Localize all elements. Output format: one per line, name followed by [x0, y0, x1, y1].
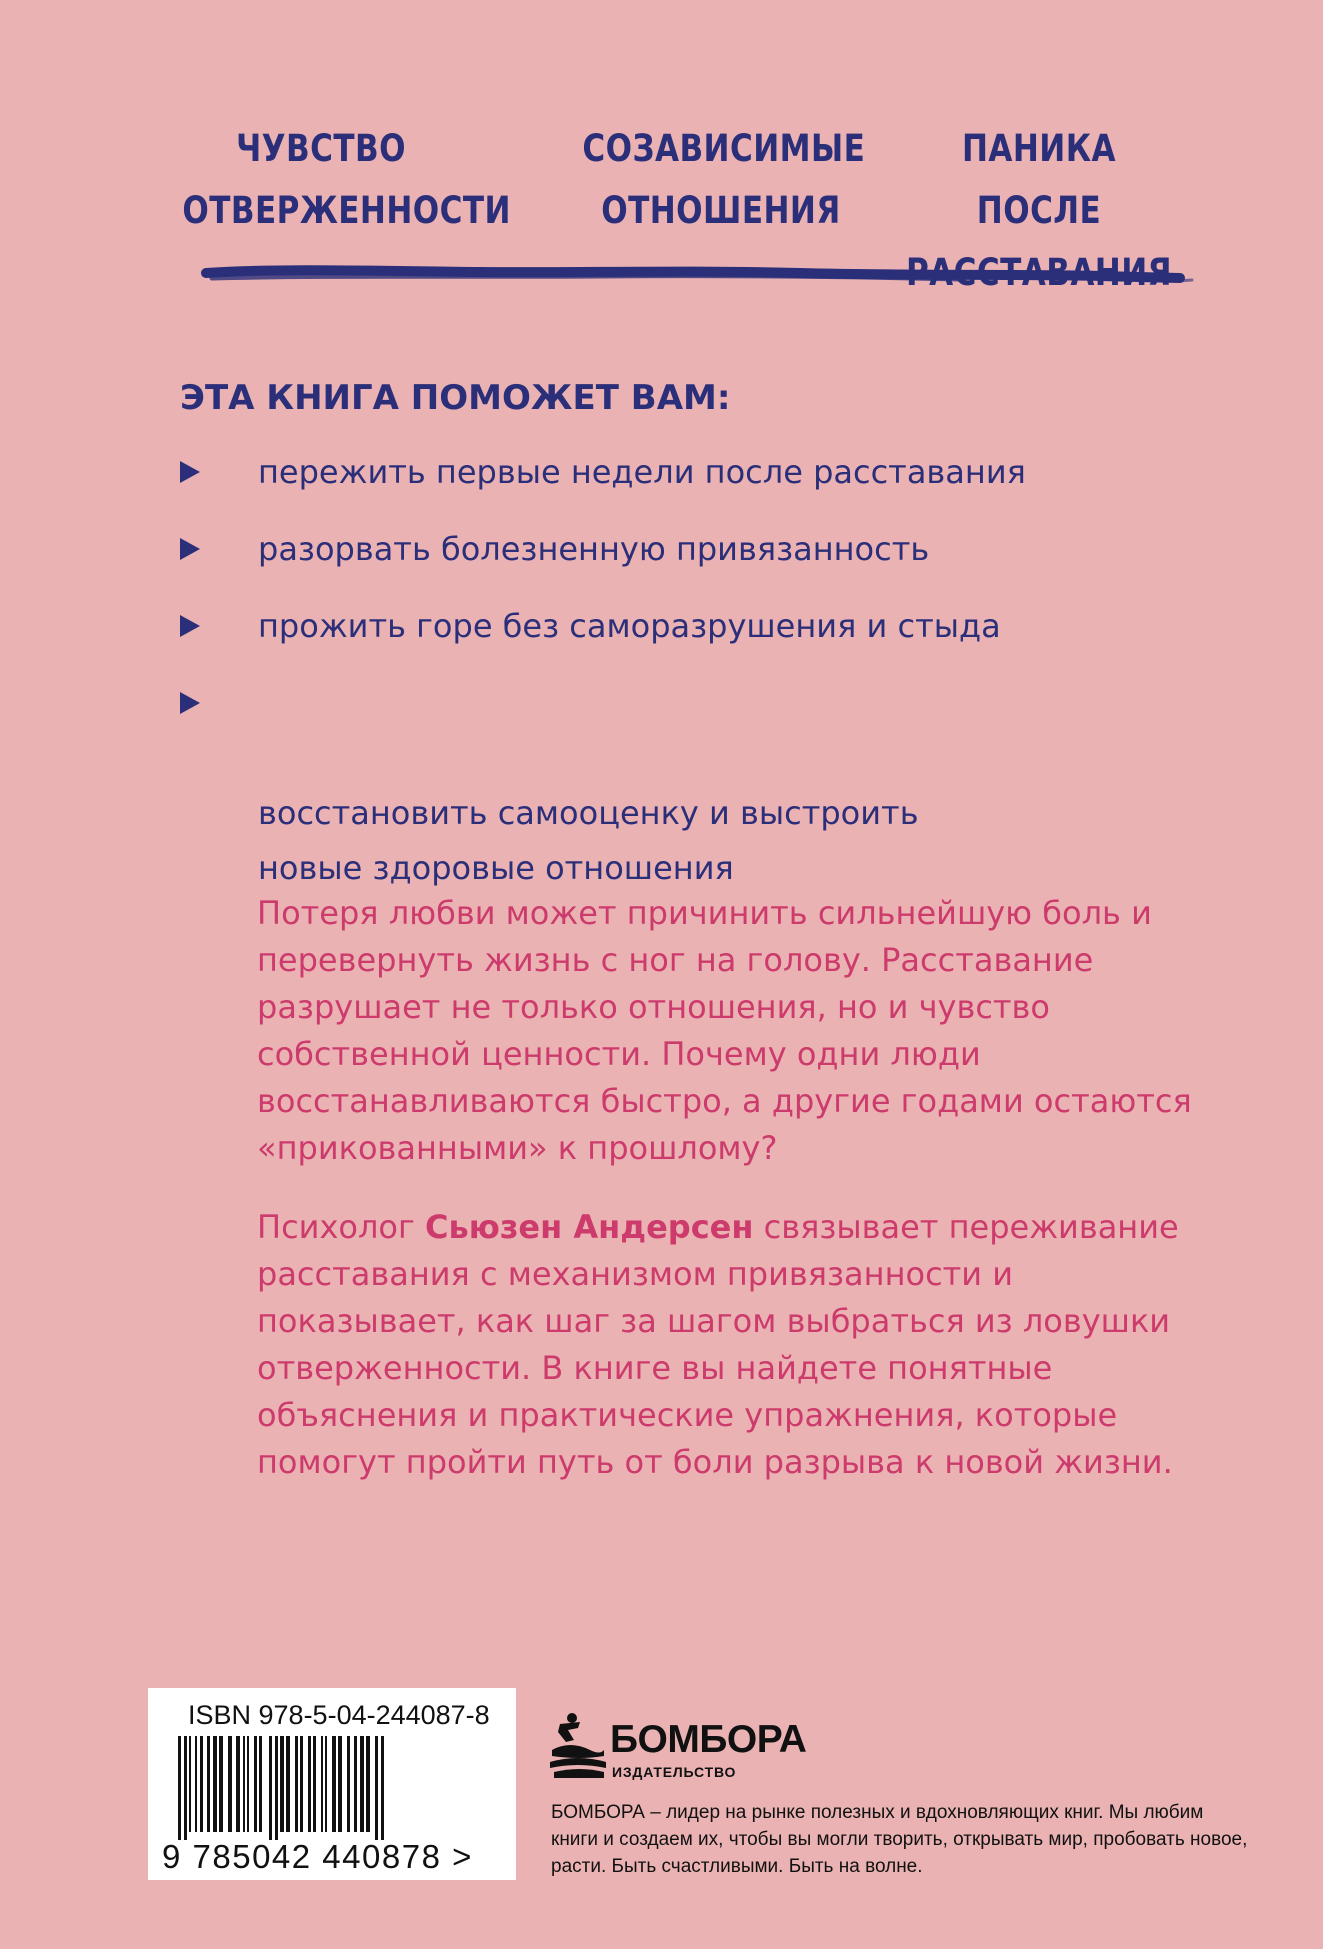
list-item [180, 676, 1180, 896]
triangle-bullet-icon [180, 538, 200, 560]
topic-line: ОТВЕРЖЕННОСТИ [182, 189, 511, 232]
barcode-bar [375, 1736, 378, 1840]
isbn-label: ISBN 978-5-04-244087-8 [188, 1700, 490, 1730]
author-name: Сьюзен Андерсен [424, 1208, 754, 1246]
barcode-bar [313, 1736, 316, 1832]
book-description [257, 890, 1227, 1518]
triangle-bullet-icon [180, 615, 200, 637]
barcode-bar [308, 1736, 311, 1832]
barcode-bar [286, 1736, 290, 1832]
list-item [180, 445, 1180, 500]
barcode-bar [269, 1736, 272, 1840]
barcode-bar [195, 1736, 197, 1832]
barcode-bar [243, 1736, 245, 1832]
barcode-bar [295, 1736, 298, 1832]
barcode-bar [213, 1736, 217, 1832]
barcode-bar [338, 1736, 342, 1832]
barcode-digits: 9 785042 440878 > [162, 1838, 473, 1875]
topic-line: ЧУВСТВО [236, 127, 406, 170]
barcode-bar [325, 1736, 327, 1832]
barcode-bar [300, 1736, 303, 1832]
benefits-list [180, 445, 1180, 918]
topic-line: РАССТАВАНИЯ [905, 251, 1173, 294]
list-item-text: пережить первые недели после расставания [258, 453, 1026, 491]
description-paragraph: Потеря любви может причинить сильнейшую боль и перевернуть жизнь с ног на голову. Расставание разрушает не только отношения, но и чувство собственной ценности. Почему одни люди восстанавливаются быстро, а другие годами остаются «прикованными» к прошлому? [257, 894, 1192, 1167]
barcode-bar [347, 1736, 350, 1832]
description-text: связывает переживание расставания с механизмом привязанности и показывает, как шаг за шагом выбраться из ловушки отверженности. В книге вы найдете понятные объяснения и практические упражнения, которые помогут пройти путь от боли разрыва к новой жизни. [257, 1208, 1179, 1481]
barcode-bar [321, 1736, 323, 1832]
barcode-bar [228, 1736, 232, 1832]
brush-stroke-divider [200, 262, 1200, 288]
publisher-name: БОМБОРА [610, 1718, 807, 1761]
barcode-bar [354, 1736, 357, 1832]
topic-line: ОТНОШЕНИЯ [601, 189, 841, 232]
barcode-bar [381, 1736, 384, 1840]
list-item [180, 599, 1180, 654]
list-item [180, 522, 1180, 577]
barcode-bar [360, 1736, 364, 1832]
barcode-bar [254, 1736, 257, 1832]
barcode-bar [178, 1736, 181, 1840]
list-item-text: прожить горе без саморазрушения и стыда [258, 607, 1001, 645]
list-item-text: разорвать болезненную привязанность [258, 530, 930, 568]
publisher-description: БОМБОРА – лидер на рынке полезных и вдохновляющих книг. Мы любим книги и создаем их, чтобы вы могли творить, открывать мир, пробовать новое, расти. Быть счастливыми. Быть на волне. [551, 1802, 1248, 1877]
barcode-bar [259, 1736, 262, 1832]
topic-line: ПАНИКА ПОСЛЕ [961, 127, 1117, 232]
topics-header [182, 118, 1190, 294]
barcode-bar [184, 1736, 187, 1840]
triangle-bullet-icon [180, 461, 200, 483]
barcode-bar [207, 1736, 210, 1832]
description-paragraph [257, 1204, 1227, 1486]
triangle-bullet-icon [180, 692, 200, 714]
barcode-bar [189, 1736, 191, 1832]
barcode-bar [219, 1736, 223, 1832]
barcode-bar [366, 1736, 370, 1832]
publisher-subtitle: ИЗДАТЕЛЬСТВО [612, 1764, 737, 1780]
helps-title: ЭТА КНИГА ПОМОЖЕТ ВАМ: [180, 378, 731, 418]
barcode-bar [280, 1736, 284, 1832]
description-text: Психолог [257, 1208, 425, 1246]
barcode-bar [332, 1736, 336, 1832]
barcode-bar [275, 1736, 278, 1840]
wave-rider-icon [550, 1713, 606, 1778]
barcode-panel [148, 1688, 516, 1880]
topic-rejection [182, 118, 511, 242]
barcode [148, 1732, 516, 1844]
topic-line: СОЗАВИСИМЫЕ [582, 127, 866, 170]
barcode-bar [247, 1736, 249, 1832]
topic-codependency [582, 118, 866, 242]
list-item-text: восстановить самооценку и выстроить новые здоровые отношения [258, 794, 919, 887]
barcode-bar [236, 1736, 240, 1832]
barcode-bar [200, 1736, 203, 1832]
